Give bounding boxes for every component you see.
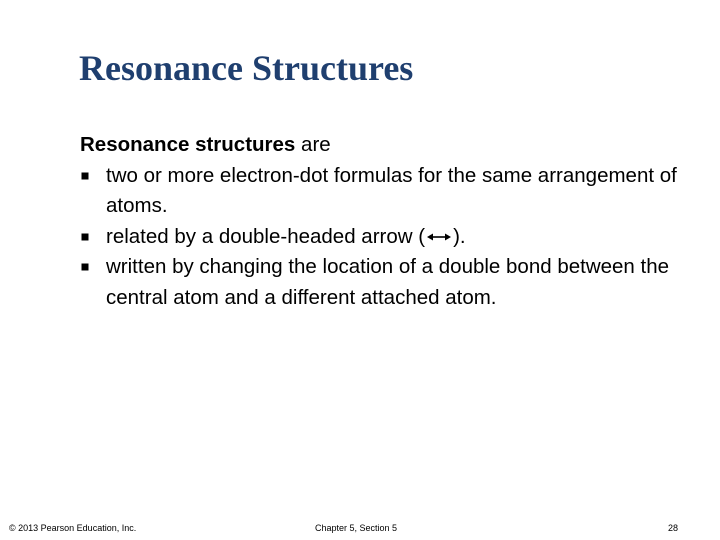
slide-body [80,130,680,313]
bullet-text: written by changing the location of a double bond between the central atom and a different attached atom. [106,255,670,309]
square-bullet-icon [80,171,90,181]
footer-page-number: 28 [667,523,678,533]
square-bullet-icon [80,262,90,272]
square-bullet-icon [80,232,90,242]
bullet-item-3 [80,252,680,313]
slide-title: Resonance Structures [79,48,414,88]
intro-rest: are [295,133,331,156]
bullet-list [80,161,680,314]
bullet-text: related by a double-headed arrow ( [106,224,426,248]
intro-term: Resonance structures [80,133,296,156]
bullet-text-end: ). [453,224,466,248]
footer-chapter: Chapter 5, Section 5 [315,523,398,533]
bullet-item-2 [80,222,680,253]
bullet-item-1 [80,161,680,222]
bullet-text: two or more electron-dot formulas for the same arrangement of atoms. [106,163,677,217]
intro-line [80,130,680,161]
footer-copyright: © 2013 Pearson Education, Inc. [9,523,137,533]
double-headed-arrow-icon [426,230,452,244]
